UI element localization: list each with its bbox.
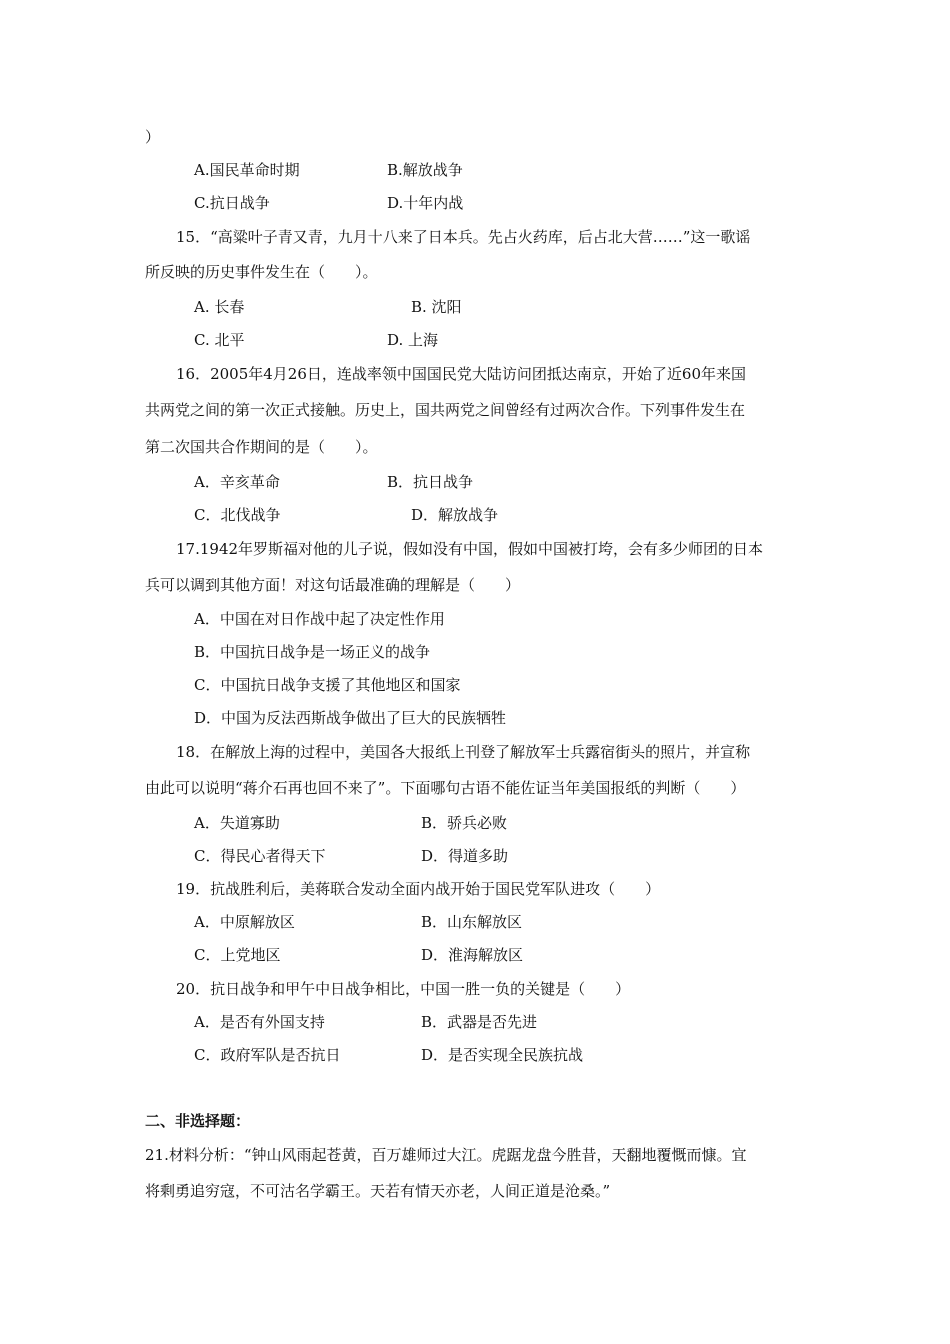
q15-option-d: D. 上海	[387, 331, 439, 349]
q16-line-1: 16．2005年4月26日，连战率领中国国民党大陆访问团抵达南京，开始了近60年来国	[176, 365, 746, 383]
section-heading-non-choice: 二、非选择题：	[145, 1112, 251, 1130]
q20-line-1: 20．抗日战争和甲午中日战争相比，中国一胜一负的关键是（ ）	[176, 980, 631, 998]
q16-option-a: A．辛亥革命	[194, 473, 280, 491]
q17-line-2: 兵可以调到其他方面！对这句话最准确的理解是（ ）	[145, 576, 521, 594]
q18-line-1: 18．在解放上海的过程中，美国各大报纸上刊登了解放军士兵露宿街头的照片，并宣称	[176, 743, 751, 761]
q16-option-b: B．抗日战争	[387, 473, 474, 491]
q14-tail: ）	[145, 128, 161, 146]
q15-option-b: B. 沈阳	[411, 298, 462, 316]
q16-option-d: D．解放战争	[411, 506, 499, 524]
q14-option-a: A.国民革命时期	[194, 161, 300, 179]
q16-option-c: C．北伐战争	[194, 506, 281, 524]
q17-option-b: B．中国抗日战争是一场正义的战争	[194, 643, 431, 661]
q18-line-2: 由此可以说明“蒋介石再也回不来了”。下面哪句古语不能佐证当年美国报纸的判断（ ）	[145, 779, 746, 797]
q17-line-1: 17.1942年罗斯福对他的儿子说，假如没有中国，假如中国被打垮，会有多少师团的日本	[176, 540, 764, 558]
q19-option-b: B．山东解放区	[421, 913, 523, 931]
q16-line-2: 共两党之间的第一次正式接触。历史上，国共两党之间曾经有过两次合作。下列事件发生在	[145, 401, 746, 419]
q18-option-a: A．失道寡助	[194, 814, 280, 832]
q14-option-b: B.解放战争	[387, 161, 463, 179]
q18-option-c: C．得民心者得天下	[194, 847, 326, 865]
q16-line-3: 第二次国共合作期间的是（ ）。	[145, 438, 378, 456]
q19-option-d: D．淮海解放区	[421, 946, 524, 964]
q15-option-c: C. 北平	[194, 331, 245, 349]
q21-line-2: 将剩勇追穷寇，不可沽名学霸王。天若有情天亦老，人间正道是沧桑。”	[145, 1182, 611, 1200]
q17-option-d: D．中国为反法西斯战争做出了巨大的民族牺牲	[194, 709, 507, 727]
q17-option-a: A．中国在对日作战中起了决定性作用	[194, 610, 445, 628]
q17-option-c: C．中国抗日战争支援了其他地区和国家	[194, 676, 461, 694]
q20-option-d: D．是否实现全民族抗战	[421, 1046, 584, 1064]
q19-option-c: C．上党地区	[194, 946, 281, 964]
q19-line-1: 19．抗战胜利后，美蒋联合发动全面内战开始于国民党军队进攻（ ）	[176, 880, 661, 898]
q15-line-1: 15．“高粱叶子青又青，九月十八来了日本兵。先占火药库，后占北大营……”这一歌谣	[176, 228, 751, 246]
q21-line-1: 21.材料分析：“钟山风雨起苍黄，百万雄师过大江。虎踞龙盘今胜昔，天翻地覆慨而慷。宜	[145, 1146, 747, 1164]
q19-option-a: A．中原解放区	[194, 913, 295, 931]
q14-option-c: C.抗日战争	[194, 194, 270, 212]
q15-option-a: A. 长春	[194, 298, 245, 316]
q14-option-d: D.十年内战	[387, 194, 464, 212]
q20-option-c: C．政府军队是否抗日	[194, 1046, 341, 1064]
q15-line-2: 所反映的历史事件发生在（ ）。	[145, 263, 378, 281]
q18-option-d: D．得道多助	[421, 847, 509, 865]
q18-option-b: B．骄兵必败	[421, 814, 508, 832]
q20-option-b: B．武器是否先进	[421, 1013, 538, 1031]
q20-option-a: A．是否有外国支持	[194, 1013, 325, 1031]
